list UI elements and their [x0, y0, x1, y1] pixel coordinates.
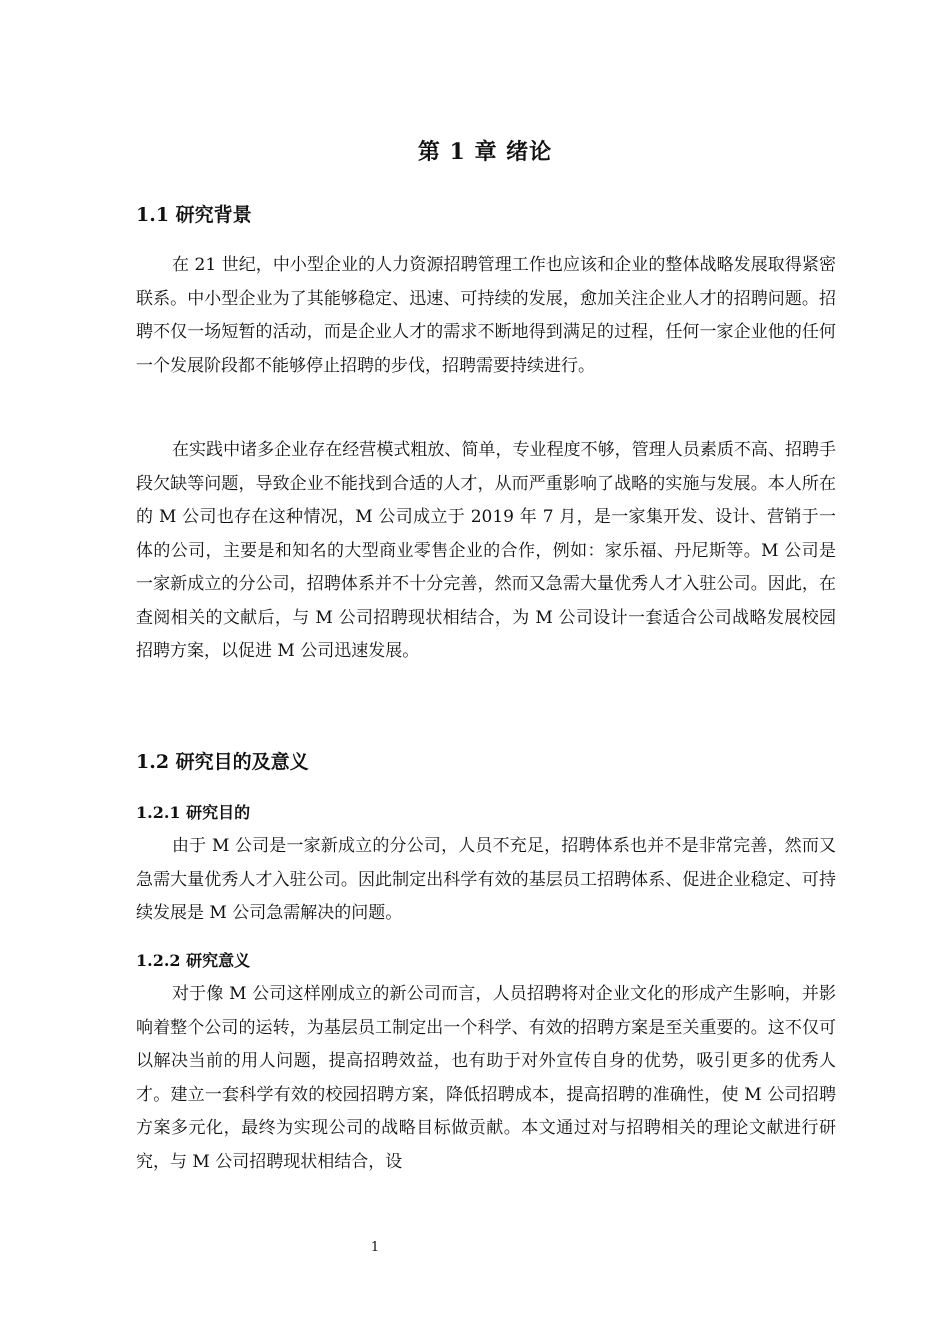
page-number: 1: [370, 1240, 380, 1255]
paragraph-significance: 对于像 M 公司这样刚成立的新公司而言，人员招聘将对企业文化的形成产生影响，并影响着整个公司的运转，为基层员工制定出一个科学、有效的招聘方案是至关重要的。这不仅可以解决当前的用人问题，提高招聘效益，也有助于对外宣传自身的优势，吸引更多的优秀人才。建立一套科学有效的校园招聘方案，降低招聘成本，提高招聘的准确性，使 M 公司招聘方案多元化，最终为实现公司的战略目标做贡献。本文通过对与招聘相关的理论文献进行研究，与 M 公司招聘现状相结合，设: [136, 984, 836, 1172]
paragraph-background-2: 在实践中诸多企业存在经营模式粗放、简单，专业程度不够，管理人员素质不高、招聘手段欠缺等问题，导致企业不能找到合适的人才，从而严重影响了战略的实施与发展。本人所在的 M 公司也存在这种情况，M 公司成立于 2019 年 7 月，是一家集开发、设计、营销于一体的公司，主要是和知名的大型商业零售企业的合作，例如：家乐福、丹尼斯等。M 公司是一家新成立的分公司，招聘体系并不十分完善，然而又急需大量优秀人才入驻公司。因此，在查阅相关的文献后，与 M 公司招聘现状相结合，为 M 公司设计一套适合公司战略发展校园招聘方案，以促进 M 公司迅速发展。: [136, 440, 836, 661]
subsection-heading-1-2-1: 1.2.1 研究目的: [136, 803, 251, 822]
section-heading-1-1: 1.1 研究背景: [136, 204, 252, 226]
paragraph-purpose: 由于 M 公司是一家新成立的分公司，人员不充足，招聘体系也并不是非常完善，然而又急需大量优秀人才入驻公司。因此制定出科学有效的基层员工招聘体系、促进企业稳定、可持续发展是 M 公司急需解决的问题。: [136, 836, 836, 923]
subsection-heading-1-2-2: 1.2.2 研究意义: [136, 951, 251, 970]
paragraph-background-1: 在 21 世纪，中小型企业的人力资源招聘管理工作也应该和企业的整体战略发展取得紧密联系。中小型企业为了其能够稳定、迅速、可持续的发展，愈加关注企业人才的招聘问题。招聘不仅一场短暂的活动，而是企业人才的需求不断地得到满足的过程，任何一家企业他的任何一个发展阶段都不能够停止招聘的步伐，招聘需要持续进行。: [136, 255, 836, 376]
section-heading-1-2: 1.2 研究目的及意义: [136, 751, 309, 773]
chapter-title: 第 1 章 绪论: [417, 139, 553, 165]
